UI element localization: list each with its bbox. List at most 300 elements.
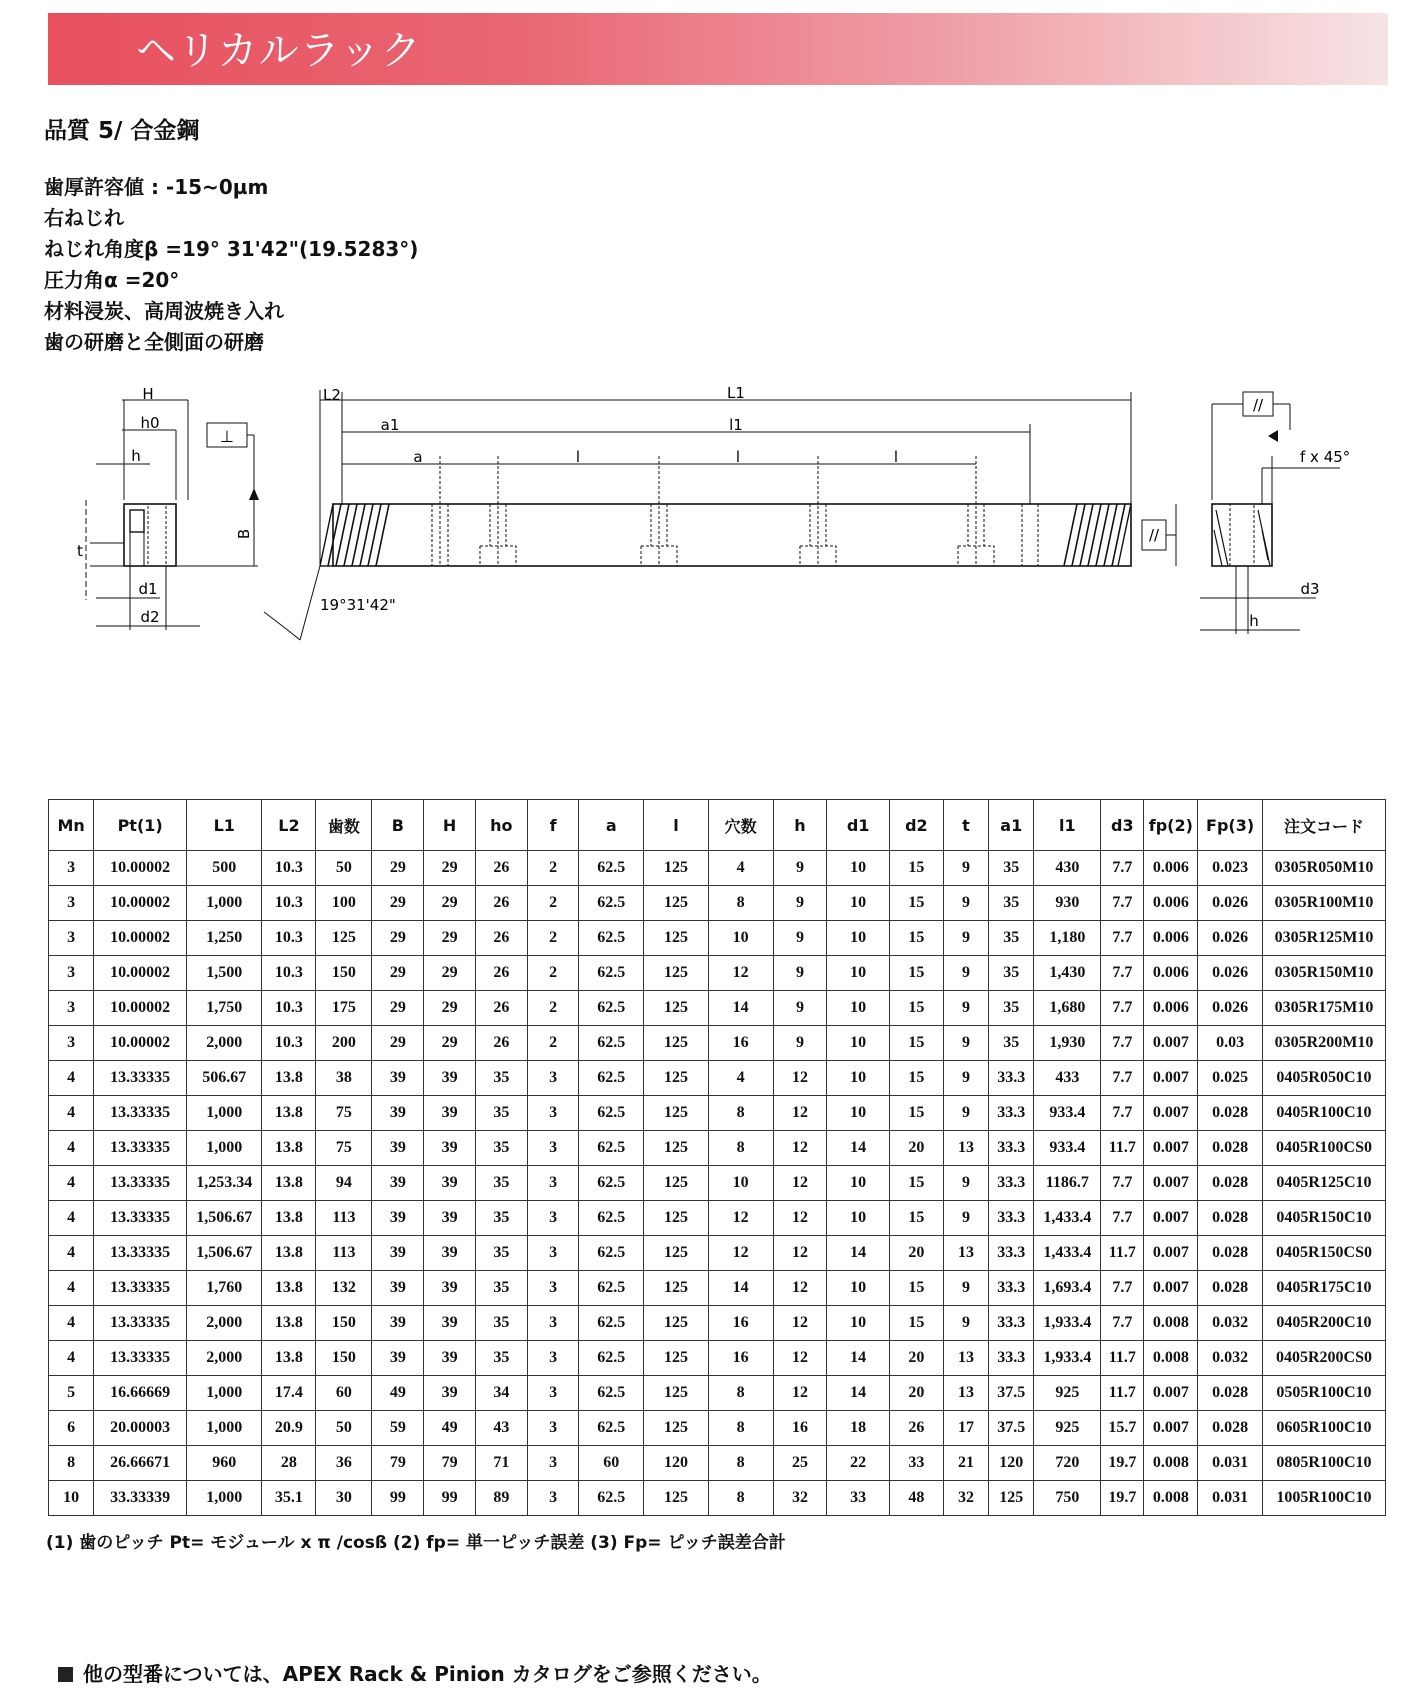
table-cell: 125 <box>644 1201 709 1236</box>
table-cell: 200 <box>316 1026 372 1061</box>
table-cell: 2,000 <box>187 1341 262 1376</box>
table-cell: 3 <box>49 886 94 921</box>
table-cell: 39 <box>372 1166 424 1201</box>
quality-subtitle: 品質 5/ 合金鋼 <box>44 118 200 144</box>
table-cell: 1,506.67 <box>187 1236 262 1271</box>
table-cell: 38 <box>316 1061 372 1096</box>
table-cell: 62.5 <box>579 1341 644 1376</box>
parallel-symbol: // <box>1252 396 1264 414</box>
table-cell: 0305R175M10 <box>1262 991 1385 1026</box>
table-cell: 7.7 <box>1101 1096 1144 1131</box>
table-cell: 0405R150CS0 <box>1262 1236 1385 1271</box>
table-cell: 13.33335 <box>94 1096 187 1131</box>
table-cell: 12 <box>773 1201 827 1236</box>
table-cell: 9 <box>943 851 988 886</box>
table-cell: 29 <box>424 886 476 921</box>
table-cell: 11.7 <box>1101 1376 1144 1411</box>
column-header: Mn <box>49 800 94 851</box>
column-header: 注文コード <box>1262 800 1385 851</box>
table-cell: 8 <box>708 1481 773 1516</box>
table-cell: 35 <box>989 1026 1034 1061</box>
table-cell: 500 <box>187 851 262 886</box>
table-cell: 0.007 <box>1144 1271 1198 1306</box>
table-cell: 62.5 <box>579 1201 644 1236</box>
table-cell: 29 <box>372 991 424 1026</box>
table-cell: 125 <box>644 1306 709 1341</box>
table-cell: 35 <box>475 1096 527 1131</box>
table-cell: 15 <box>889 1201 943 1236</box>
table-cell: 36 <box>316 1446 372 1481</box>
catalog-note-text: 他の型番については、APEX Rack & Pinion カタログをご参照ください。 <box>83 1662 772 1686</box>
table-cell: 2,000 <box>187 1026 262 1061</box>
table-cell: 1,000 <box>187 1411 262 1446</box>
table-cell: 0.007 <box>1144 1026 1198 1061</box>
table-cell: 14 <box>827 1376 890 1411</box>
table-cell: 0.028 <box>1198 1271 1263 1306</box>
table-cell: 125 <box>316 921 372 956</box>
table-cell: 8 <box>708 1376 773 1411</box>
table-cell: 2 <box>527 1026 579 1061</box>
table-cell: 4 <box>49 1166 94 1201</box>
table-cell: 4 <box>708 1061 773 1096</box>
table-cell: 125 <box>644 851 709 886</box>
table-cell: 13.8 <box>262 1096 316 1131</box>
column-header: L1 <box>187 800 262 851</box>
table-cell: 930 <box>1034 886 1101 921</box>
table-cell: 28 <box>262 1446 316 1481</box>
table-cell: 99 <box>372 1481 424 1516</box>
table-cell: 3 <box>527 1236 579 1271</box>
table-cell: 33.3 <box>989 1306 1034 1341</box>
table-cell: 33 <box>889 1446 943 1481</box>
spec-table <box>48 799 1386 1516</box>
table-cell: 15 <box>889 1166 943 1201</box>
dim-label: h0 <box>140 414 160 432</box>
table-cell: 0305R125M10 <box>1262 921 1385 956</box>
table-cell: 29 <box>372 886 424 921</box>
table-cell: 8 <box>708 886 773 921</box>
table-cell: 33.3 <box>989 1341 1034 1376</box>
table-cell: 175 <box>316 991 372 1026</box>
table-cell: 26 <box>475 956 527 991</box>
table-cell: 0405R100C10 <box>1262 1096 1385 1131</box>
table-cell: 19.7 <box>1101 1481 1144 1516</box>
table-cell: 11.7 <box>1101 1236 1144 1271</box>
table-cell: 20 <box>889 1236 943 1271</box>
table-cell: 10 <box>827 1061 890 1096</box>
table-cell: 29 <box>424 956 476 991</box>
table-cell: 18 <box>827 1411 890 1446</box>
table-cell: 35 <box>475 1341 527 1376</box>
table-cell: 13 <box>943 1131 988 1166</box>
dim-label: a1 <box>380 416 400 434</box>
table-cell: 0.028 <box>1198 1096 1263 1131</box>
table-body <box>49 851 1386 1516</box>
table-cell: 39 <box>372 1096 424 1131</box>
table-cell: 13.33335 <box>94 1341 187 1376</box>
table-cell: 33.3 <box>989 1236 1034 1271</box>
table-cell: 7.7 <box>1101 1201 1144 1236</box>
table-cell: 49 <box>372 1376 424 1411</box>
table-cell: 10 <box>827 1306 890 1341</box>
rack-technical-drawing <box>70 376 1360 666</box>
table-cell: 39 <box>424 1131 476 1166</box>
table-cell: 79 <box>424 1446 476 1481</box>
table-cell: 0405R125C10 <box>1262 1166 1385 1201</box>
table-row <box>49 991 1386 1026</box>
table-cell: 10.00002 <box>94 921 187 956</box>
table-cell: 26.66671 <box>94 1446 187 1481</box>
table-cell: 9 <box>773 1026 827 1061</box>
table-cell: 9 <box>773 991 827 1026</box>
table-cell: 7.7 <box>1101 1271 1144 1306</box>
table-cell: 39 <box>424 1096 476 1131</box>
table-cell: 3 <box>527 1411 579 1446</box>
table-cell: 0.006 <box>1144 956 1198 991</box>
column-header: l1 <box>1034 800 1101 851</box>
table-cell: 13.8 <box>262 1201 316 1236</box>
table-cell: 113 <box>316 1201 372 1236</box>
table-cell: 10 <box>708 1166 773 1201</box>
table-cell: 1,000 <box>187 886 262 921</box>
table-cell: 26 <box>889 1411 943 1446</box>
table-cell: 0.007 <box>1144 1061 1198 1096</box>
table-cell: 43 <box>475 1411 527 1446</box>
table-cell: 3 <box>527 1271 579 1306</box>
table-cell: 12 <box>773 1131 827 1166</box>
table-cell: 5 <box>49 1376 94 1411</box>
table-cell: 3 <box>527 1481 579 1516</box>
table-cell: 15 <box>889 991 943 1026</box>
table-row <box>49 851 1386 886</box>
table-cell: 60 <box>316 1376 372 1411</box>
table-cell: 4 <box>49 1306 94 1341</box>
parallel-symbol: // <box>1148 526 1160 544</box>
table-cell: 0.007 <box>1144 1411 1198 1446</box>
table-cell: 17.4 <box>262 1376 316 1411</box>
dim-label: B <box>235 528 253 540</box>
table-cell: 0.032 <box>1198 1306 1263 1341</box>
table-cell: 62.5 <box>579 1411 644 1446</box>
table-cell: 20 <box>889 1341 943 1376</box>
table-cell: 0.031 <box>1198 1446 1263 1481</box>
table-cell: 48 <box>889 1481 943 1516</box>
table-cell: 12 <box>773 1306 827 1341</box>
table-cell: 62.5 <box>579 1131 644 1166</box>
table-row <box>49 921 1386 956</box>
spec-line: 歯の研磨と全側面の研磨 <box>44 330 264 354</box>
table-cell: 8 <box>49 1446 94 1481</box>
table-cell: 35 <box>475 1236 527 1271</box>
table-cell: 29 <box>372 1026 424 1061</box>
table-cell: 62.5 <box>579 1061 644 1096</box>
table-cell: 9 <box>943 1026 988 1061</box>
table-cell: 7.7 <box>1101 956 1144 991</box>
table-cell: 0405R200C10 <box>1262 1306 1385 1341</box>
table-cell: 75 <box>316 1131 372 1166</box>
dim-label: L1 <box>727 384 745 402</box>
table-cell: 37.5 <box>989 1376 1034 1411</box>
table-cell: 62.5 <box>579 1306 644 1341</box>
table-cell: 12 <box>773 1236 827 1271</box>
table-cell: 89 <box>475 1481 527 1516</box>
table-cell: 4 <box>49 1201 94 1236</box>
table-cell: 10 <box>827 956 890 991</box>
table-cell: 433 <box>1034 1061 1101 1096</box>
table-cell: 4 <box>708 851 773 886</box>
table-cell: 39 <box>424 1271 476 1306</box>
table-cell: 13.8 <box>262 1131 316 1166</box>
table-cell: 32 <box>943 1481 988 1516</box>
table-cell: 0.028 <box>1198 1131 1263 1166</box>
table-cell: 39 <box>424 1166 476 1201</box>
table-cell: 1,750 <box>187 991 262 1026</box>
table-cell: 26 <box>475 921 527 956</box>
table-cell: 10 <box>827 886 890 921</box>
table-cell: 933.4 <box>1034 1131 1101 1166</box>
table-cell: 150 <box>316 1306 372 1341</box>
column-header: H <box>424 800 476 851</box>
table-cell: 62.5 <box>579 1236 644 1271</box>
table-cell: 12 <box>773 1341 827 1376</box>
table-cell: 12 <box>708 1236 773 1271</box>
table-cell: 13.8 <box>262 1236 316 1271</box>
table-row <box>49 1376 1386 1411</box>
table-cell: 35.1 <box>262 1481 316 1516</box>
table-cell: 0305R050M10 <box>1262 851 1385 886</box>
table-cell: 0.007 <box>1144 1201 1198 1236</box>
table-row <box>49 1201 1386 1236</box>
table-cell: 0.026 <box>1198 991 1263 1026</box>
table-cell: 0.026 <box>1198 956 1263 991</box>
table-cell: 14 <box>827 1341 890 1376</box>
table-cell: 39 <box>372 1201 424 1236</box>
spec-line: 右ねじれ <box>44 206 124 230</box>
table-cell: 16 <box>708 1026 773 1061</box>
table-cell: 26 <box>475 1026 527 1061</box>
table-cell: 79 <box>372 1446 424 1481</box>
table-cell: 0.03 <box>1198 1026 1263 1061</box>
table-cell: 4 <box>49 1271 94 1306</box>
dim-label: l <box>575 448 581 466</box>
table-row <box>49 1236 1386 1271</box>
table-cell: 34 <box>475 1376 527 1411</box>
table-cell: 9 <box>943 1201 988 1236</box>
spec-line: 材料浸炭、高周波焼き入れ <box>44 299 284 323</box>
table-cell: 933.4 <box>1034 1096 1101 1131</box>
table-cell: 1,000 <box>187 1376 262 1411</box>
table-footnote: (1) 歯のピッチ Pt= モジュール x π /cosß (2) fp= 単一ピッチ誤差 (3) Fp= ピッチ誤差合計 <box>46 1533 786 1553</box>
table-cell: 9 <box>773 851 827 886</box>
table-cell: 50 <box>316 851 372 886</box>
table-cell: 20.00003 <box>94 1411 187 1446</box>
table-cell: 0.026 <box>1198 921 1263 956</box>
table-cell: 10 <box>827 991 890 1026</box>
table-cell: 125 <box>644 1481 709 1516</box>
table-cell: 0.028 <box>1198 1166 1263 1201</box>
table-cell: 62.5 <box>579 956 644 991</box>
table-cell: 506.67 <box>187 1061 262 1096</box>
table-cell: 1186.7 <box>1034 1166 1101 1201</box>
table-cell: 125 <box>644 1096 709 1131</box>
table-cell: 125 <box>644 1026 709 1061</box>
datum-arrow-icon <box>249 488 259 500</box>
table-cell: 1,930 <box>1034 1026 1101 1061</box>
table-cell: 0405R050C10 <box>1262 1061 1385 1096</box>
table-cell: 1,933.4 <box>1034 1341 1101 1376</box>
table-cell: 13.8 <box>262 1271 316 1306</box>
table-cell: 3 <box>527 1131 579 1166</box>
table-cell: 0.028 <box>1198 1201 1263 1236</box>
title-banner <box>48 13 1388 85</box>
table-cell: 10 <box>827 1201 890 1236</box>
table-cell: 10.3 <box>262 886 316 921</box>
table-cell: 15 <box>889 1026 943 1061</box>
table-cell: 35 <box>475 1306 527 1341</box>
table-cell: 20.9 <box>262 1411 316 1446</box>
table-cell: 0.007 <box>1144 1236 1198 1271</box>
table-cell: 9 <box>943 921 988 956</box>
table-cell: 4 <box>49 1341 94 1376</box>
table-cell: 125 <box>644 886 709 921</box>
table-cell: 960 <box>187 1446 262 1481</box>
table-cell: 71 <box>475 1446 527 1481</box>
table-cell: 9 <box>943 886 988 921</box>
table-cell: 35 <box>989 851 1034 886</box>
table-cell: 59 <box>372 1411 424 1446</box>
table-cell: 10.00002 <box>94 956 187 991</box>
table-cell: 33.3 <box>989 1166 1034 1201</box>
table-cell: 39 <box>372 1271 424 1306</box>
table-cell: 10.00002 <box>94 991 187 1026</box>
column-header: fp(2) <box>1144 800 1198 851</box>
table-cell: 3 <box>49 1026 94 1061</box>
table-cell: 1,430 <box>1034 956 1101 991</box>
table-cell: 125 <box>644 956 709 991</box>
table-cell: 9 <box>943 1061 988 1096</box>
table-cell: 125 <box>644 1271 709 1306</box>
table-cell: 13.8 <box>262 1166 316 1201</box>
table-cell: 0.006 <box>1144 886 1198 921</box>
column-header: Pt(1) <box>94 800 187 851</box>
table-cell: 33.3 <box>989 1096 1034 1131</box>
table-cell: 9 <box>943 1166 988 1201</box>
table-cell: 2 <box>527 886 579 921</box>
table-cell: 100 <box>316 886 372 921</box>
table-cell: 62.5 <box>579 1096 644 1131</box>
table-cell: 120 <box>989 1446 1034 1481</box>
table-cell: 13.33335 <box>94 1236 187 1271</box>
perpendicular-symbol: ⊥ <box>220 427 234 446</box>
table-cell: 1,506.67 <box>187 1201 262 1236</box>
table-cell: 0405R100CS0 <box>1262 1131 1385 1166</box>
table-cell: 1,180 <box>1034 921 1101 956</box>
column-header: d2 <box>889 800 943 851</box>
table-cell: 62.5 <box>579 851 644 886</box>
table-cell: 13.8 <box>262 1306 316 1341</box>
table-cell: 7.7 <box>1101 886 1144 921</box>
table-cell: 14 <box>827 1236 890 1271</box>
datum-arrow-icon <box>1268 430 1278 442</box>
table-cell: 7.7 <box>1101 1061 1144 1096</box>
table-cell: 3 <box>527 1341 579 1376</box>
chamfer-label: f x 45° <box>1300 448 1351 466</box>
table-cell: 0.006 <box>1144 921 1198 956</box>
table-cell: 10 <box>827 1026 890 1061</box>
table-cell: 150 <box>316 1341 372 1376</box>
table-cell: 9 <box>773 921 827 956</box>
table-cell: 33.3 <box>989 1061 1034 1096</box>
table-cell: 12 <box>773 1061 827 1096</box>
table-cell: 39 <box>372 1306 424 1341</box>
table-cell: 62.5 <box>579 886 644 921</box>
table-cell: 750 <box>1034 1481 1101 1516</box>
spec-line: ねじれ角度β =19° 31'42"(19.5283°) <box>44 237 419 261</box>
table-cell: 2 <box>527 956 579 991</box>
column-header: Fp(3) <box>1198 800 1263 851</box>
column-header: l <box>644 800 709 851</box>
column-header: d1 <box>827 800 890 851</box>
table-cell: 13.8 <box>262 1061 316 1096</box>
table-cell: 0.008 <box>1144 1446 1198 1481</box>
table-cell: 35 <box>989 921 1034 956</box>
spec-line: 歯厚許容値 : -15~0µm <box>44 175 269 199</box>
table-row <box>49 1096 1386 1131</box>
table-cell: 0605R100C10 <box>1262 1411 1385 1446</box>
column-header: ho <box>475 800 527 851</box>
table-cell: 150 <box>316 956 372 991</box>
table-cell: 10 <box>827 1166 890 1201</box>
column-header: B <box>372 800 424 851</box>
table-cell: 19.7 <box>1101 1446 1144 1481</box>
table-cell: 15 <box>889 921 943 956</box>
table-cell: 35 <box>989 886 1034 921</box>
table-cell: 16 <box>708 1341 773 1376</box>
table-cell: 1,000 <box>187 1096 262 1131</box>
table-cell: 1,933.4 <box>1034 1306 1101 1341</box>
table-cell: 62.5 <box>579 1481 644 1516</box>
column-header: t <box>943 800 988 851</box>
table-cell: 0305R150M10 <box>1262 956 1385 991</box>
table-cell: 39 <box>424 1376 476 1411</box>
table-cell: 1,693.4 <box>1034 1271 1101 1306</box>
table-cell: 0405R175C10 <box>1262 1271 1385 1306</box>
table-cell: 33.33339 <box>94 1481 187 1516</box>
table-row <box>49 1481 1386 1516</box>
table-cell: 4 <box>49 1061 94 1096</box>
table-cell: 0.007 <box>1144 1096 1198 1131</box>
table-cell: 39 <box>424 1341 476 1376</box>
dim-label: l <box>735 448 741 466</box>
column-header: a <box>579 800 644 851</box>
table-cell: 49 <box>424 1411 476 1446</box>
table-row <box>49 886 1386 921</box>
table-cell: 0.032 <box>1198 1341 1263 1376</box>
table-row <box>49 1026 1386 1061</box>
dim-label: h <box>131 447 141 465</box>
table-cell: 720 <box>1034 1446 1101 1481</box>
table-cell: 39 <box>424 1236 476 1271</box>
table-cell: 125 <box>644 1411 709 1446</box>
table-cell: 15 <box>889 1096 943 1131</box>
table-cell: 29 <box>372 921 424 956</box>
table-cell: 1,433.4 <box>1034 1236 1101 1271</box>
table-cell: 9 <box>943 1271 988 1306</box>
helix-angle-label: 19°31'42" <box>320 596 396 614</box>
table-cell: 39 <box>424 1201 476 1236</box>
table-cell: 2 <box>527 991 579 1026</box>
table-cell: 7.7 <box>1101 1306 1144 1341</box>
